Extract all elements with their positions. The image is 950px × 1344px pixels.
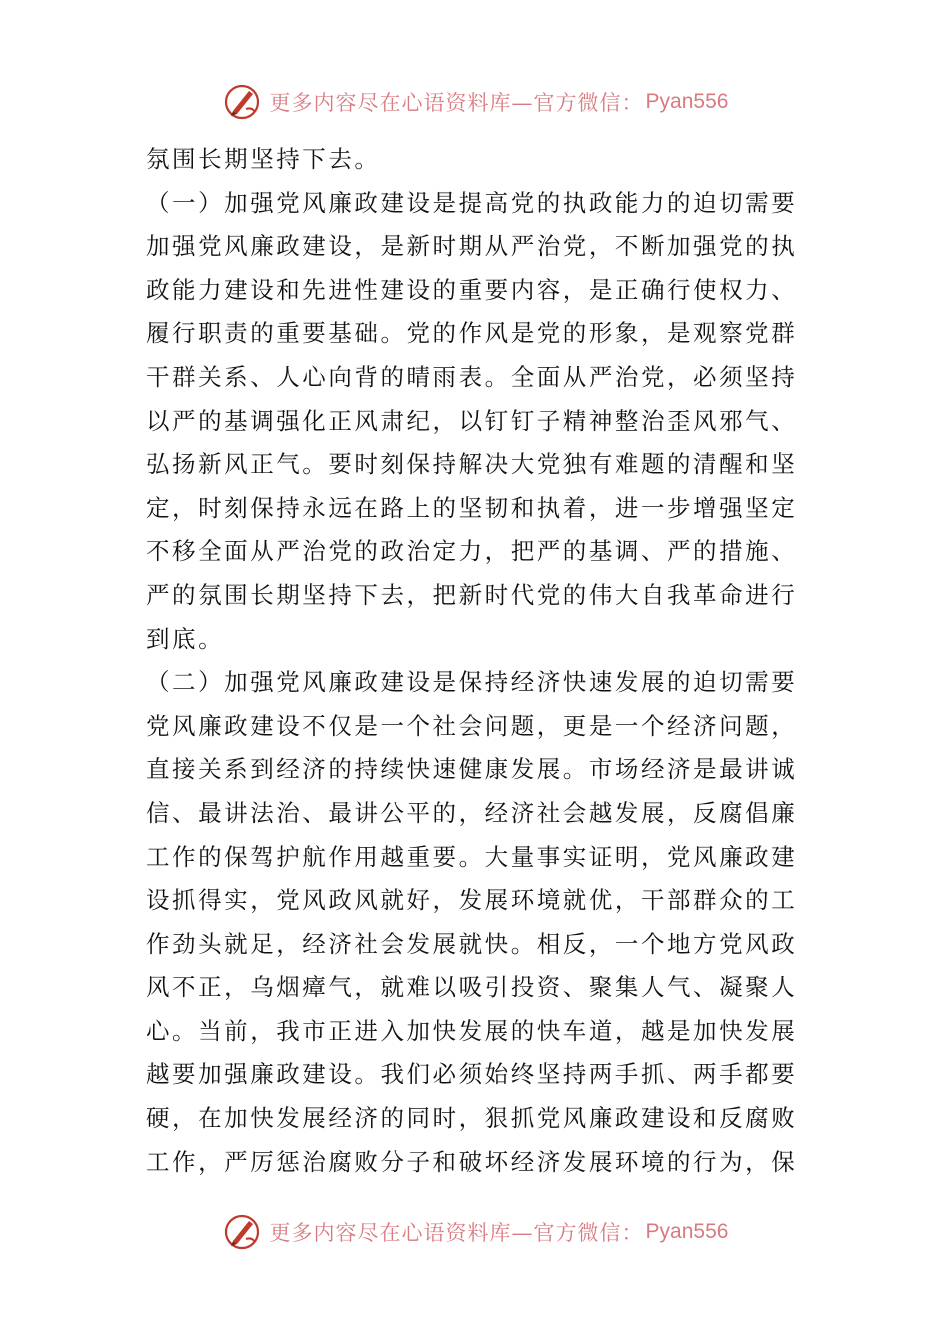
header-watermark: [0, 80, 950, 124]
text-line: 氛围长期坚持下去。: [146, 145, 381, 173]
text-line: 履行职责的重要基础。党的作风是党的形象，是观察党群: [146, 319, 798, 348]
text-line: 弘扬新风正气。要时刻保持解决大党独有难题的清醒和坚: [146, 450, 798, 479]
text-line: 政能力建设和先进性建设的重要内容，是正确行使权力、: [146, 275, 798, 304]
document-body: [146, 138, 806, 1184]
text-line: 以严的基调强化正风肃纪，以钉钉子精神整治歪风邪气、: [146, 406, 798, 435]
watermark-wechat-id: Pyan556: [645, 1220, 729, 1243]
watermark-text: 更多内容尽在心语资料库—官方微信：: [269, 1221, 644, 1245]
text-line: 工作，严厉惩治腐败分子和破坏经济发展环境的行为，保: [146, 1147, 798, 1176]
watermark-text: 更多内容尽在心语资料库—官方微信：: [269, 91, 644, 115]
text-line: 越要加强廉政建设。我们必须始终坚持两手抓、两手都要: [146, 1060, 798, 1089]
text-line: 严的氛围长期坚持下去，把新时代党的伟大自我革命进行: [146, 580, 798, 609]
text-line: 信、最讲法治、最讲公平的，经济社会越发展，反腐倡廉: [146, 798, 798, 827]
text-line: 党风廉政建设不仅是一个社会问题，更是一个经济问题，: [146, 711, 798, 740]
text-line: 干群关系、人心向背的晴雨表。全面从严治党，必须坚持: [146, 362, 798, 391]
text-line: 定，时刻保持永远在路上的坚韧和执着，进一步增强坚定: [146, 493, 798, 522]
text-line: 作劲头就足，经济社会发展就快。相反，一个地方党风政: [146, 929, 798, 958]
text-line: 工作的保驾护航作用越重要。大量事实证明，党风廉政建: [146, 842, 798, 871]
text-line: 加强党风廉政建设，是新时期从严治党，不断加强党的执: [146, 232, 798, 261]
text-line: 到底。: [146, 624, 225, 653]
text-line: 设抓得实，党风政风就好，发展环境就优，干部群众的工: [146, 886, 798, 915]
section-heading-2: （二）加强党风廉政建设是保持经济快速发展的迫切需要: [146, 668, 798, 697]
section-heading-1: （一）加强党风廉政建设是提高党的执政能力的迫切需要: [146, 188, 798, 217]
text-line: 风不正，乌烟瘴气，就难以吸引投资、聚集人气、凝聚人: [146, 973, 798, 1002]
text-line: 不移全面从严治党的政治定力，把严的基调、严的措施、: [146, 537, 798, 566]
footer-watermark: [0, 1210, 950, 1254]
text-line: 直接关系到经济的持续快速健康发展。市场经济是最讲诚: [146, 755, 798, 784]
text-line: 心。当前，我市正进入加快发展的快车道，越是加快发展: [146, 1016, 798, 1045]
pen-logo-icon: [222, 82, 262, 122]
text-line: 硬，在加快发展经济的同时，狠抓党风廉政建设和反腐败: [146, 1104, 798, 1133]
pen-logo-icon: [222, 1212, 262, 1252]
watermark-wechat-id: Pyan556: [645, 90, 729, 113]
